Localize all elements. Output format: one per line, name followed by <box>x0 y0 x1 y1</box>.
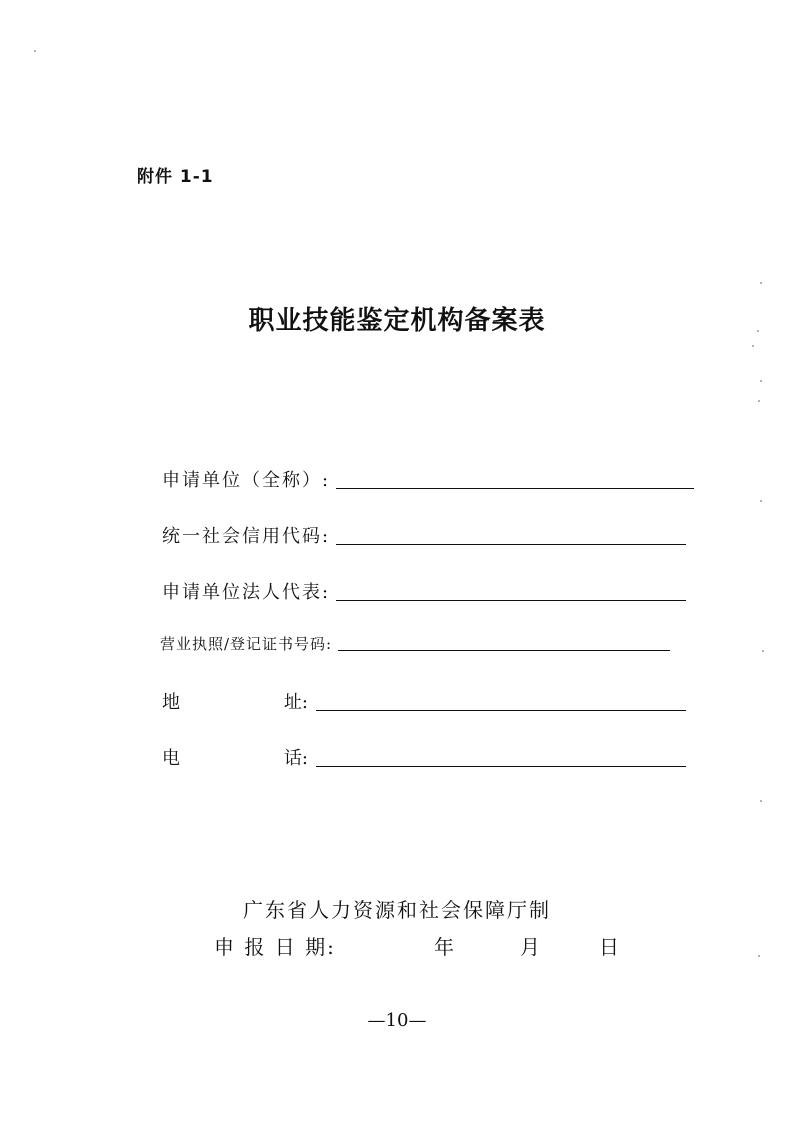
address-label-end: 址: <box>283 692 308 713</box>
phone-label-start: 电 <box>162 748 180 769</box>
document-title: 职业技能鉴定机构备案表 <box>248 306 546 336</box>
scan-speck <box>760 800 762 802</box>
scan-speck <box>760 282 762 284</box>
applicant-unit-label: 申请单位（全称）: <box>162 470 331 491</box>
scan-speck <box>758 955 760 957</box>
credit-code-field <box>162 522 686 548</box>
legal-rep-input-line[interactable] <box>336 600 686 601</box>
issuer-line: 广东省人力资源和社会保障厅制 <box>243 898 551 922</box>
scan-speck <box>34 50 36 52</box>
page-number: —10— <box>367 1010 427 1031</box>
legal-rep-field <box>162 578 686 604</box>
phone-field <box>162 744 686 770</box>
address-label-start: 地 <box>162 692 180 713</box>
phone-label <box>162 744 308 770</box>
filing-date-label: 申 报 日 期: <box>214 935 336 959</box>
phone-label-end: 话: <box>283 748 308 769</box>
scan-speck <box>757 330 759 332</box>
scan-speck <box>760 380 762 382</box>
annex-label: 附件 1-1 <box>137 167 214 187</box>
address-input-line[interactable] <box>316 710 686 711</box>
credit-code-input-line[interactable] <box>336 544 686 545</box>
applicant-unit-field <box>162 466 694 492</box>
scan-speck <box>758 400 760 402</box>
scan-speck <box>760 500 762 502</box>
address-field <box>162 688 686 714</box>
filing-date-row <box>214 931 619 959</box>
address-label <box>162 688 308 714</box>
scan-speck <box>762 650 764 652</box>
applicant-unit-input-line[interactable] <box>336 488 694 489</box>
filing-date-month: 月 <box>520 935 540 959</box>
license-number-label: 营业执照/登记证书号码: <box>160 635 333 653</box>
filing-date-year: 年 <box>434 935 454 959</box>
scan-speck <box>752 345 754 347</box>
credit-code-label: 统一社会信用代码: <box>162 526 331 547</box>
license-number-field <box>160 633 670 654</box>
legal-rep-label: 申请单位法人代表: <box>162 582 331 603</box>
license-number-input-line[interactable] <box>338 650 670 651</box>
phone-input-line[interactable] <box>316 766 686 767</box>
filing-date-day: 日 <box>599 935 619 959</box>
